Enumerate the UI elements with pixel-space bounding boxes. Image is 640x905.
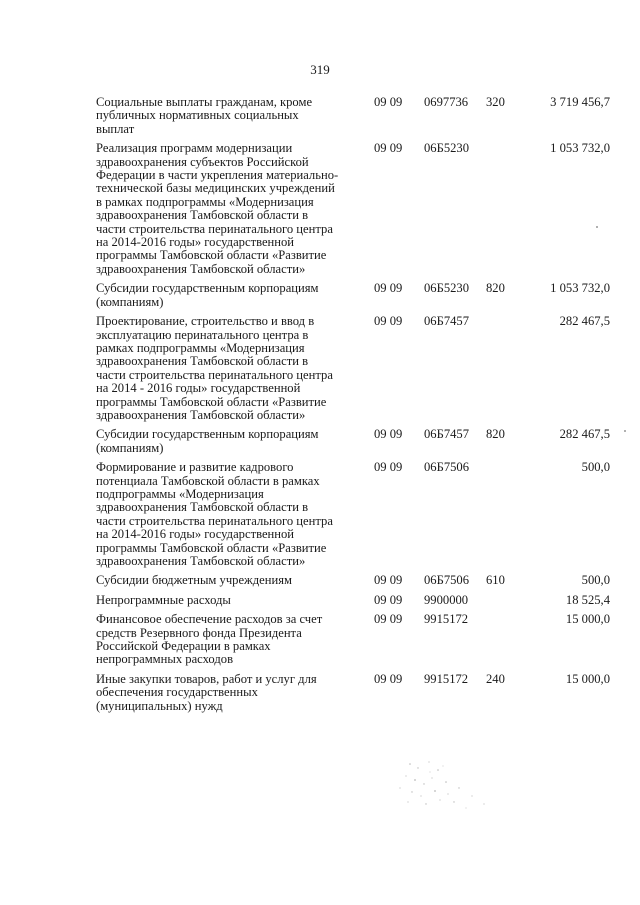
amount: 500,0 [581, 573, 610, 588]
table-row [96, 142, 616, 276]
expense-type-code: 820 [486, 427, 505, 442]
section-code: 09 09 [374, 281, 403, 296]
amount: 282 467,5 [559, 427, 610, 442]
section-code: 09 09 [374, 460, 403, 475]
section-code: 09 09 [374, 592, 403, 607]
amount: 18 525,4 [565, 592, 610, 607]
amount: 500,0 [581, 460, 610, 475]
expense-type-code: 240 [486, 671, 505, 686]
section-code: 09 09 [374, 671, 403, 686]
page-number: 319 [310, 62, 330, 77]
target-code: 06Б7457 [424, 427, 470, 442]
amount: 15 000,0 [565, 612, 610, 627]
section-code: 09 09 [374, 427, 403, 442]
target-code: 0697736 [424, 95, 469, 109]
table-row [96, 282, 616, 309]
expense-name: Иные закупки товаров, работ и услуг для обеспечения государственных (муниципальных) нужд [96, 671, 317, 713]
target-code: 9915172 [424, 612, 469, 627]
expense-name: Непрограммные расходы [96, 592, 231, 607]
scan-dot [624, 430, 626, 432]
target-code: 9915172 [424, 671, 469, 686]
section-code: 09 09 [374, 95, 403, 109]
target-code: 06Б7506 [424, 573, 470, 588]
expense-name: Проектирование, строительство и ввод в эксплуатацию перинатального центра в рамках подпрограммы «Модернизация здравоохранения Тамбовской области в части строительства перинатального центра на 2014 - 2016 годы» государственной программы Тамбовской области «Развитие здравоохранения Тамбовской области» [96, 314, 333, 422]
table-row [96, 315, 616, 422]
target-code: 06Б5230 [424, 281, 470, 296]
section-code: 09 09 [374, 314, 403, 329]
expense-name: Субсидии государственным корпорациям (компаниям) [96, 427, 319, 455]
amount: 1 053 732,0 [550, 141, 610, 156]
section-code: 09 09 [374, 612, 403, 627]
expense-type-code: 820 [486, 281, 505, 296]
table-row [96, 461, 616, 568]
target-code: 9900000 [424, 592, 469, 607]
table-row [96, 574, 616, 587]
target-code: 06Б7457 [424, 314, 470, 329]
expense-name: Субсидии бюджетным учреждениям [96, 573, 292, 588]
table-row [96, 673, 616, 713]
table-row [96, 594, 616, 607]
expense-type-code: 320 [486, 95, 505, 109]
amount: 15 000,0 [565, 671, 610, 686]
expense-name: Социальные выплаты гражданам, кроме публичных нормативных социальных выплат [96, 95, 313, 136]
scan-dot [596, 226, 598, 228]
expense-name: Финансовое обеспечение расходов за счет средств Резервного фонда Президента Российской Федерации в рамках непрограммных расходов [96, 612, 323, 667]
amount: 3 719 456,7 [550, 95, 610, 109]
table-row [96, 613, 616, 667]
table-row [96, 96, 616, 136]
budget-table [96, 96, 616, 719]
expense-type-code: 610 [486, 573, 505, 588]
target-code: 06Б7506 [424, 460, 470, 475]
target-code: 06Б5230 [424, 141, 470, 156]
expense-name: Формирование и развитие кадрового потенциала Тамбовской области в рамках подпрограммы «Модернизация здравоохранения Тамбовской области в части строительства перинатального центра на 2014-2016 годы» государственной программы Тамбовской области «Развитие здравоохранения Тамбовской области» [96, 460, 333, 568]
table-row [96, 428, 616, 455]
expense-name: Субсидии государственным корпорациям (компаниям) [96, 281, 319, 309]
section-code: 09 09 [374, 141, 403, 156]
amount: 1 053 732,0 [550, 281, 610, 296]
section-code: 09 09 [374, 573, 403, 588]
amount: 282 467,5 [559, 314, 610, 329]
expense-name: Реализация программ модернизации здравоохранения субъектов Российской Федерации в части укрепления материально- технической базы медицинских учреждений в рамках подпрограммы «Модернизация здравоохранения Тамбовской области в части строительства перинатального центра на 2014-2016 годы» государственной программы Тамбовской области «Развитие здравоохранения Тамбовской области» [96, 141, 339, 276]
scan-smudge [388, 758, 508, 814]
